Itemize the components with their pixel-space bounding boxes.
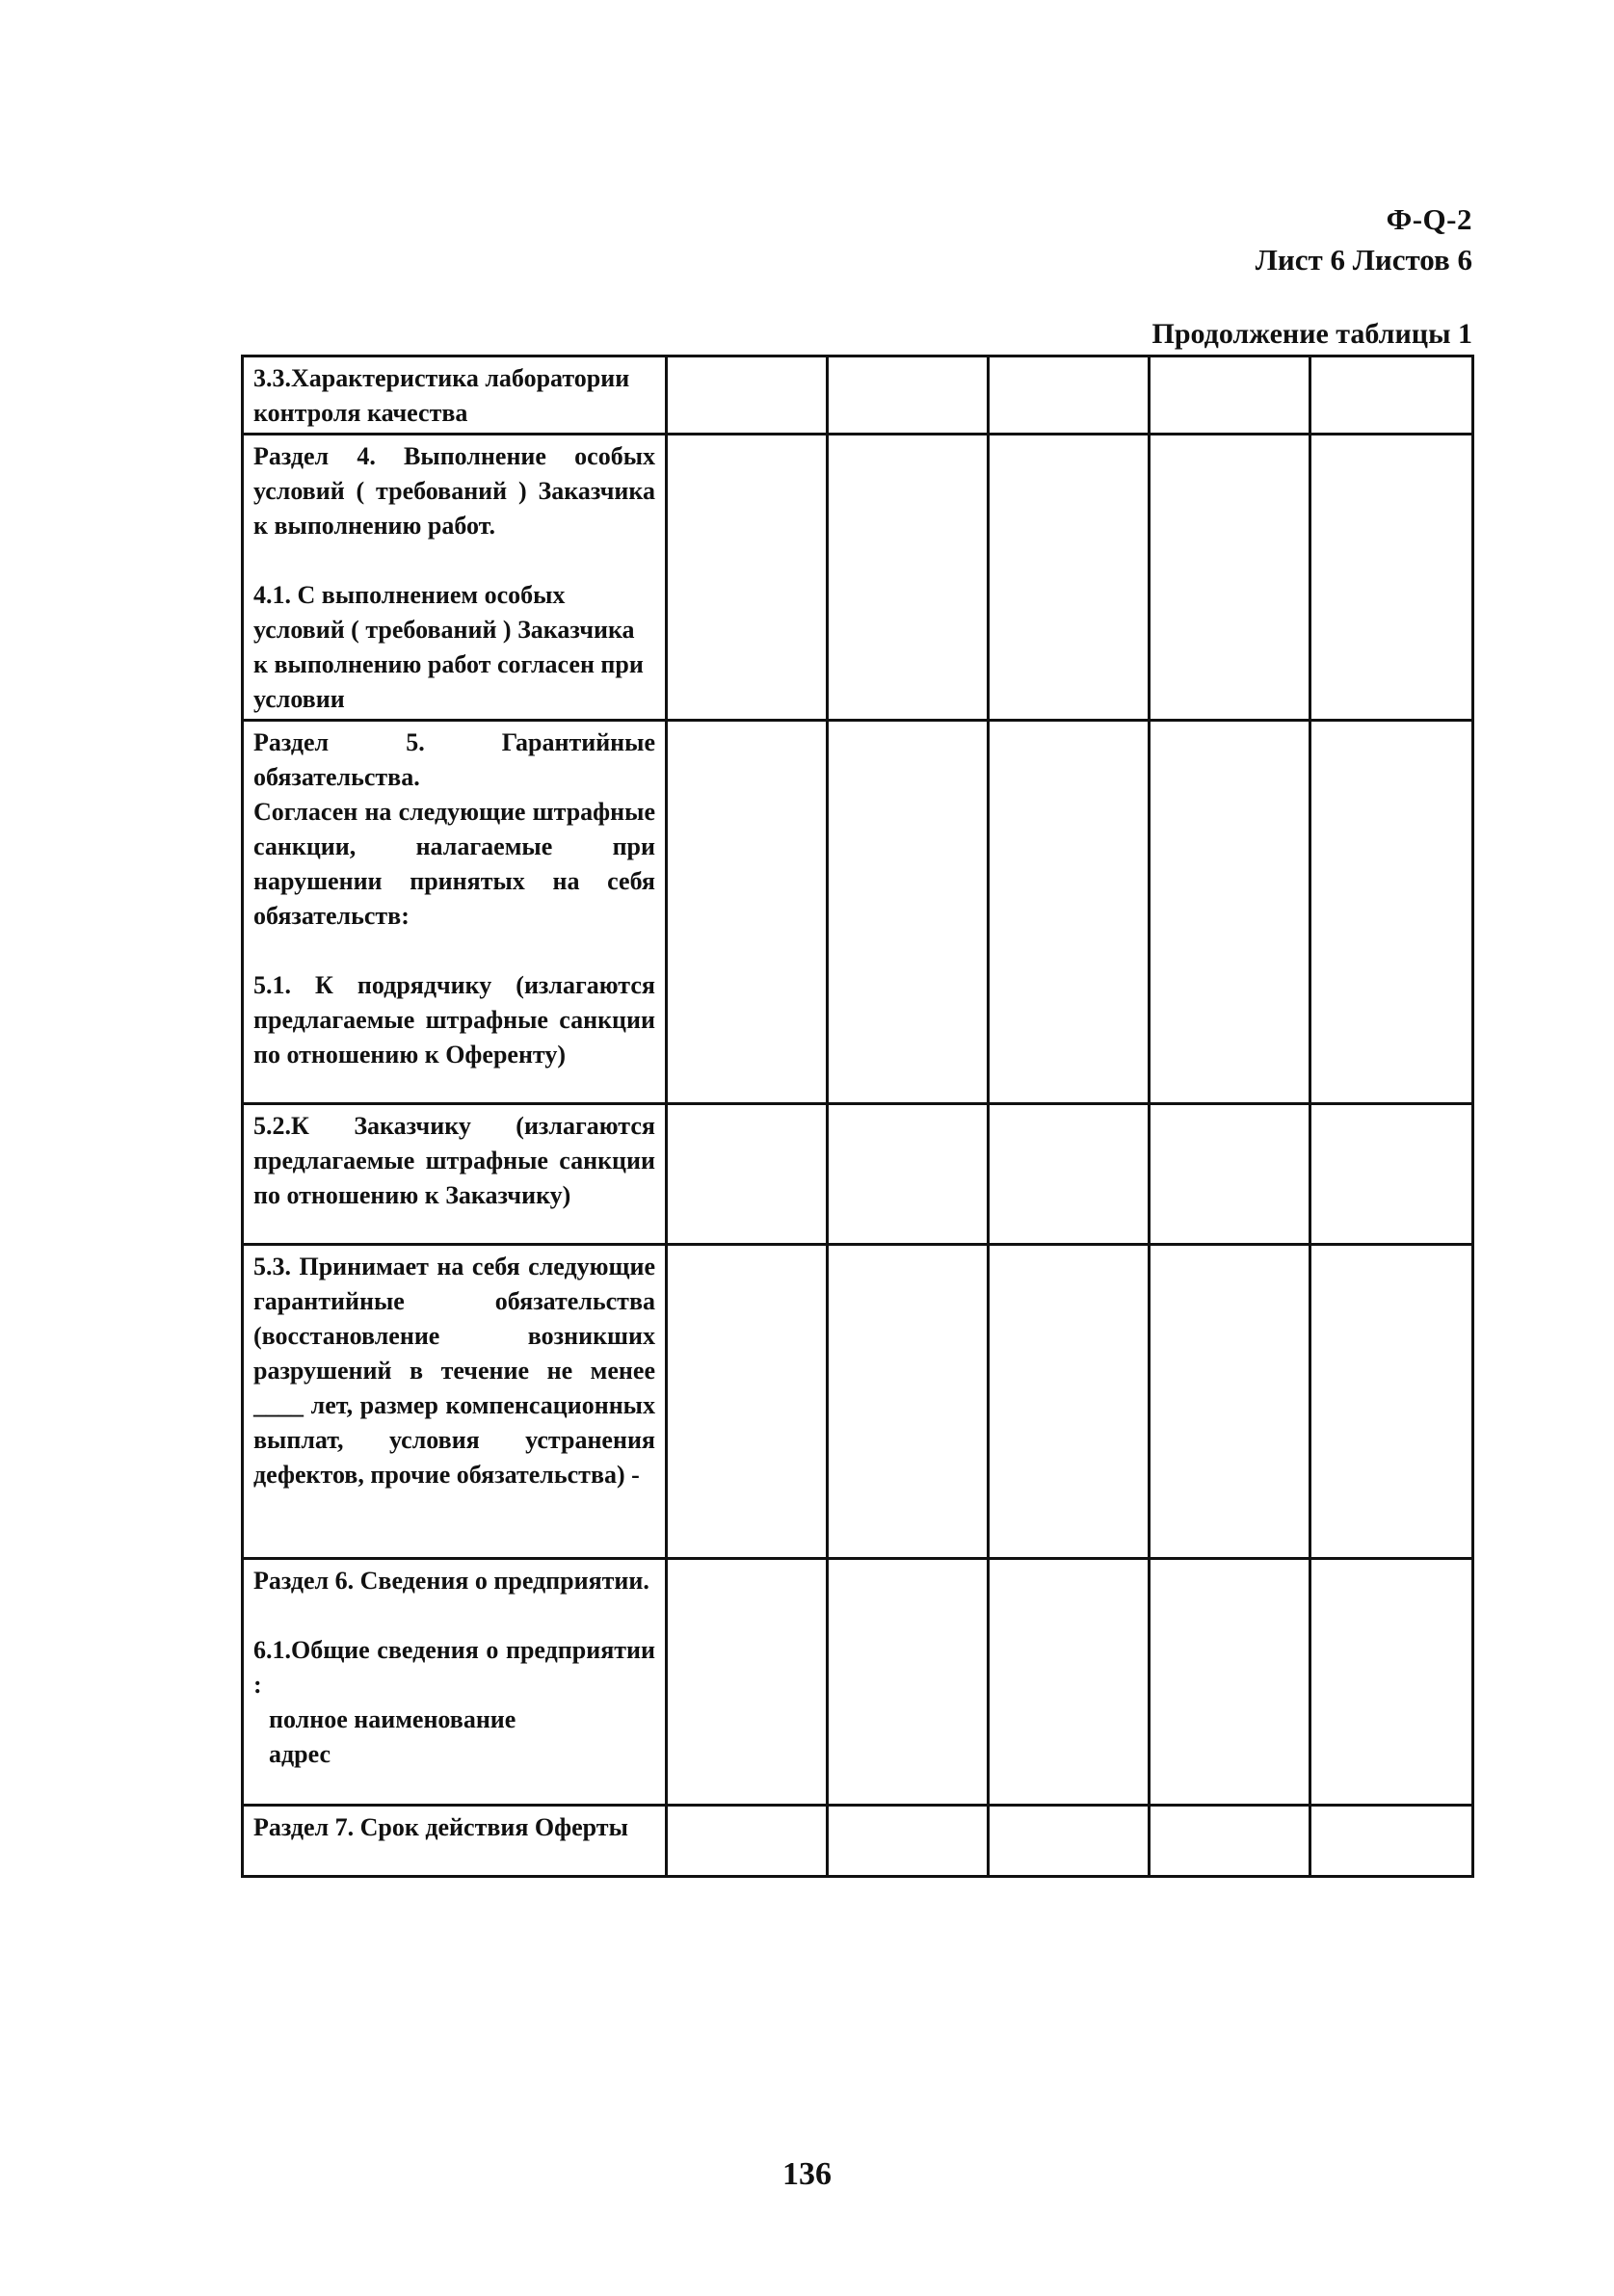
row-text: 3.3.Характеристика лаборатории контроля качества [253,364,630,427]
empty-cell[interactable] [1310,1806,1473,1877]
empty-cell[interactable] [828,1245,989,1559]
empty-cell[interactable] [1310,1559,1473,1806]
table-row [243,721,1473,1104]
sub-item: адрес [269,1740,331,1768]
empty-cell[interactable] [989,1245,1150,1559]
table-caption: Продолжение таблицы 1 [1151,318,1472,350]
empty-cell[interactable] [1150,1245,1310,1559]
empty-cell[interactable] [1310,435,1473,721]
empty-cell[interactable] [1310,356,1473,435]
row-text: Раздел 5. Гарантийные обязательства. [253,728,655,791]
empty-cell[interactable] [667,1104,828,1245]
row-label-cell [243,1245,667,1559]
empty-cell[interactable] [667,356,828,435]
empty-cell[interactable] [828,1104,989,1245]
empty-cell[interactable] [989,721,1150,1104]
empty-cell[interactable] [828,356,989,435]
empty-cell[interactable] [1310,1104,1473,1245]
row-text: 4.1. С выполнением особых условий ( требований ) Заказчика к выполнению работ согласен при условии [253,581,644,713]
empty-cell[interactable] [828,721,989,1104]
row-text: Согласен на следующие штрафные санкции, налагаемые при нарушении принятых на себя обязательств: [253,798,655,930]
empty-cell[interactable] [1150,721,1310,1104]
row-label-cell [243,1104,667,1245]
row-text: Раздел 6. Сведения о предприятии. [253,1567,649,1595]
empty-cell[interactable] [989,1806,1150,1877]
row-text: 5.3. Принимает на себя следующие гарантийные обязательства (восстановление возникших разрушений в течение не менее ____ лет, размер компенсационных выплат, условия устранения дефектов, прочие обязательства) - [253,1253,655,1489]
form-table [241,355,1474,1878]
row-label-cell [243,435,667,721]
sheet-info: Лист 6 Листов 6 [1255,243,1472,277]
blank-line [253,934,655,968]
row-label-cell [243,1806,667,1877]
empty-cell[interactable] [1150,356,1310,435]
row-text: 5.1. К подрядчику (излагаются предлагаемые штрафные санкции по отношению к Оференту) [253,971,655,1069]
table-row [243,356,1473,435]
empty-cell[interactable] [1310,721,1473,1104]
empty-cell[interactable] [667,1806,828,1877]
empty-cell[interactable] [989,1104,1150,1245]
empty-cell[interactable] [1310,1245,1473,1559]
empty-cell[interactable] [989,356,1150,435]
empty-cell[interactable] [828,1559,989,1806]
empty-cell[interactable] [667,1559,828,1806]
table-row [243,1104,1473,1245]
sub-item: полное наименование [269,1705,516,1733]
table-row [243,1806,1473,1877]
table-row [243,435,1473,721]
empty-cell[interactable] [667,721,828,1104]
table-row [243,1245,1473,1559]
row-label-cell [243,356,667,435]
page-number: 136 [782,2156,832,2192]
empty-cell[interactable] [828,1806,989,1877]
empty-cell[interactable] [667,1245,828,1559]
row-text: 5.2.К Заказчику (излагаются предлагаемые штрафные санкции по отношению к Заказчику) [253,1112,655,1209]
empty-cell[interactable] [1150,1104,1310,1245]
empty-cell[interactable] [989,1559,1150,1806]
form-code: Ф-Q-2 [1386,202,1472,236]
empty-cell[interactable] [1150,435,1310,721]
empty-cell[interactable] [828,435,989,721]
row-text: Раздел 7. Срок действия Оферты [253,1813,628,1841]
empty-cell[interactable] [667,435,828,721]
row-text: 6.1.Общие сведения о предприятии : [253,1636,655,1699]
table-row [243,1559,1473,1806]
empty-cell[interactable] [1150,1806,1310,1877]
row-text: Раздел 4. Выполнение особых условий ( требований ) Заказчика к выполнению работ. [253,442,655,540]
empty-cell[interactable] [989,435,1150,721]
blank-line [253,1598,655,1633]
empty-cell[interactable] [1150,1559,1310,1806]
row-label-cell [243,1559,667,1806]
row-label-cell [243,721,667,1104]
blank-line [253,543,655,578]
